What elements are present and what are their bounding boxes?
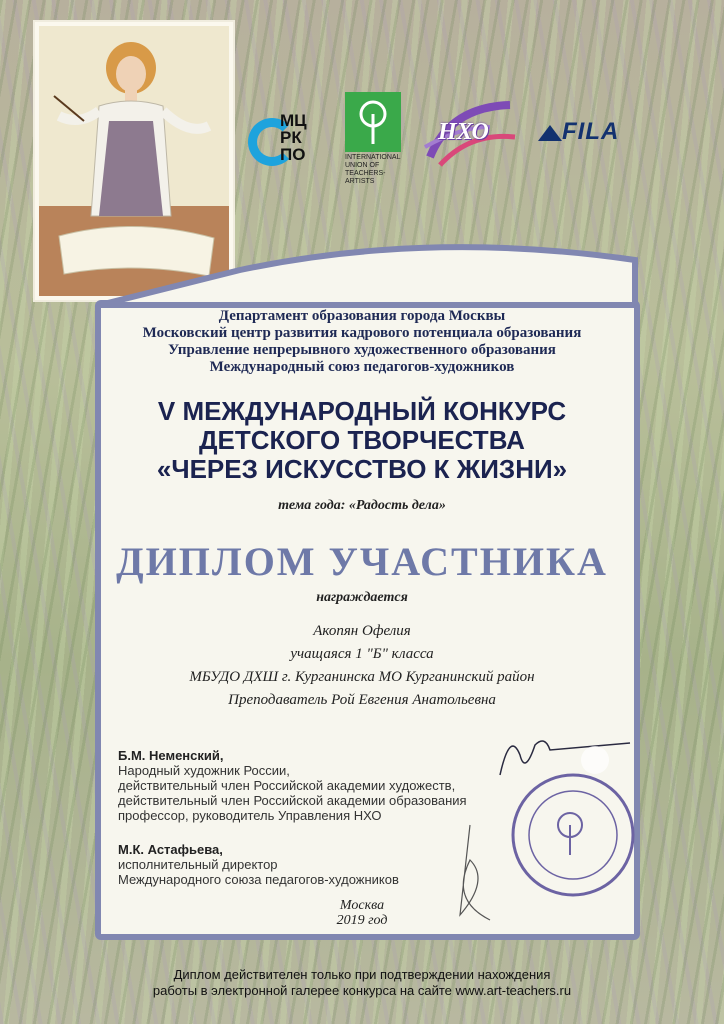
contest-line-3: «ЧЕРЕЗ ИСКУССТВО К ЖИЗНИ»	[156, 454, 568, 484]
contest-line-1: V МЕЖДУНАРОДНЫЙ КОНКУРС	[157, 396, 567, 426]
signatory-1	[118, 748, 467, 823]
signatory-1-line-2: действительный член Российской академии художеств,	[118, 778, 456, 793]
year: 2019 год	[336, 913, 388, 928]
signatory-2	[118, 842, 399, 887]
fila-logo	[538, 118, 648, 148]
fila-logo-text: FILA	[562, 118, 620, 145]
signatory-2-line-2: Международного союза педагогов-художников	[118, 872, 399, 887]
contest-theme: тема года: «Радость дела»	[278, 498, 446, 513]
footer-line-1: Диплом действителен только при подтверждении нахождения	[173, 967, 551, 982]
recipient-teacher: Преподаватель Рой Евгения Анатольевна	[228, 692, 496, 708]
mcrkpo-logo	[248, 110, 328, 180]
org-line-2: Московский центр развития кадрового потенциала образования	[142, 325, 582, 341]
contest-line-2: ДЕТСКОГО ТВОРЧЕСТВА	[199, 425, 525, 455]
footer-line-2: работы в электронной галерее конкурса на сайте www.art-teachers.ru	[152, 983, 572, 998]
signatory-1-name: Б.М. Неменский,	[118, 748, 224, 763]
iuta-logo	[345, 92, 407, 186]
fila-emblem-icon	[538, 123, 562, 143]
organization-stamp	[508, 770, 638, 900]
diploma-title: ДИПЛОМ УЧАСТНИКА	[116, 539, 608, 584]
recipient-block	[0, 620, 724, 712]
org-line-1: Департамент образования города Москвы	[218, 308, 506, 324]
organizations-block	[0, 308, 724, 376]
paper-curl-decoration	[100, 230, 640, 310]
city: Москва	[339, 898, 385, 913]
iuta-caption: INTERNATIONAL UNION OF TEACHERS-ARTISTS	[345, 154, 401, 185]
org-line-3: Управление непрерывного художественного образования	[168, 342, 556, 358]
signatory-2-name: М.К. Астафьева,	[118, 842, 223, 857]
awarded-label: награждается	[316, 590, 408, 605]
signatory-1-line-1: Народный художник России,	[118, 763, 290, 778]
signatory-2-line-1: исполнительный директор	[118, 857, 278, 872]
nho-logo	[420, 97, 520, 172]
signatory-1-line-3: действительный член Российской академии образования	[118, 793, 467, 808]
logos-row	[248, 92, 668, 185]
recipient-school: МБУДО ДХШ г. Курганинска МО Курганинский район	[189, 669, 535, 685]
org-line-4: Международный союз педагогов-художников	[209, 359, 515, 375]
tree-icon	[345, 92, 401, 152]
recipient-name: Акопян Офелия	[313, 623, 411, 639]
place-date	[0, 898, 724, 928]
footer-note	[0, 967, 724, 999]
recipient-grade: учащаяся 1 "Б" класса	[290, 646, 434, 662]
mcrkpo-logo-text: МЦ РК ПО	[280, 111, 307, 164]
signatory-1-line-4: профессор, руководитель Управления НХО	[118, 808, 382, 823]
contest-title	[0, 397, 724, 484]
nho-logo-text: НХО	[438, 119, 489, 145]
